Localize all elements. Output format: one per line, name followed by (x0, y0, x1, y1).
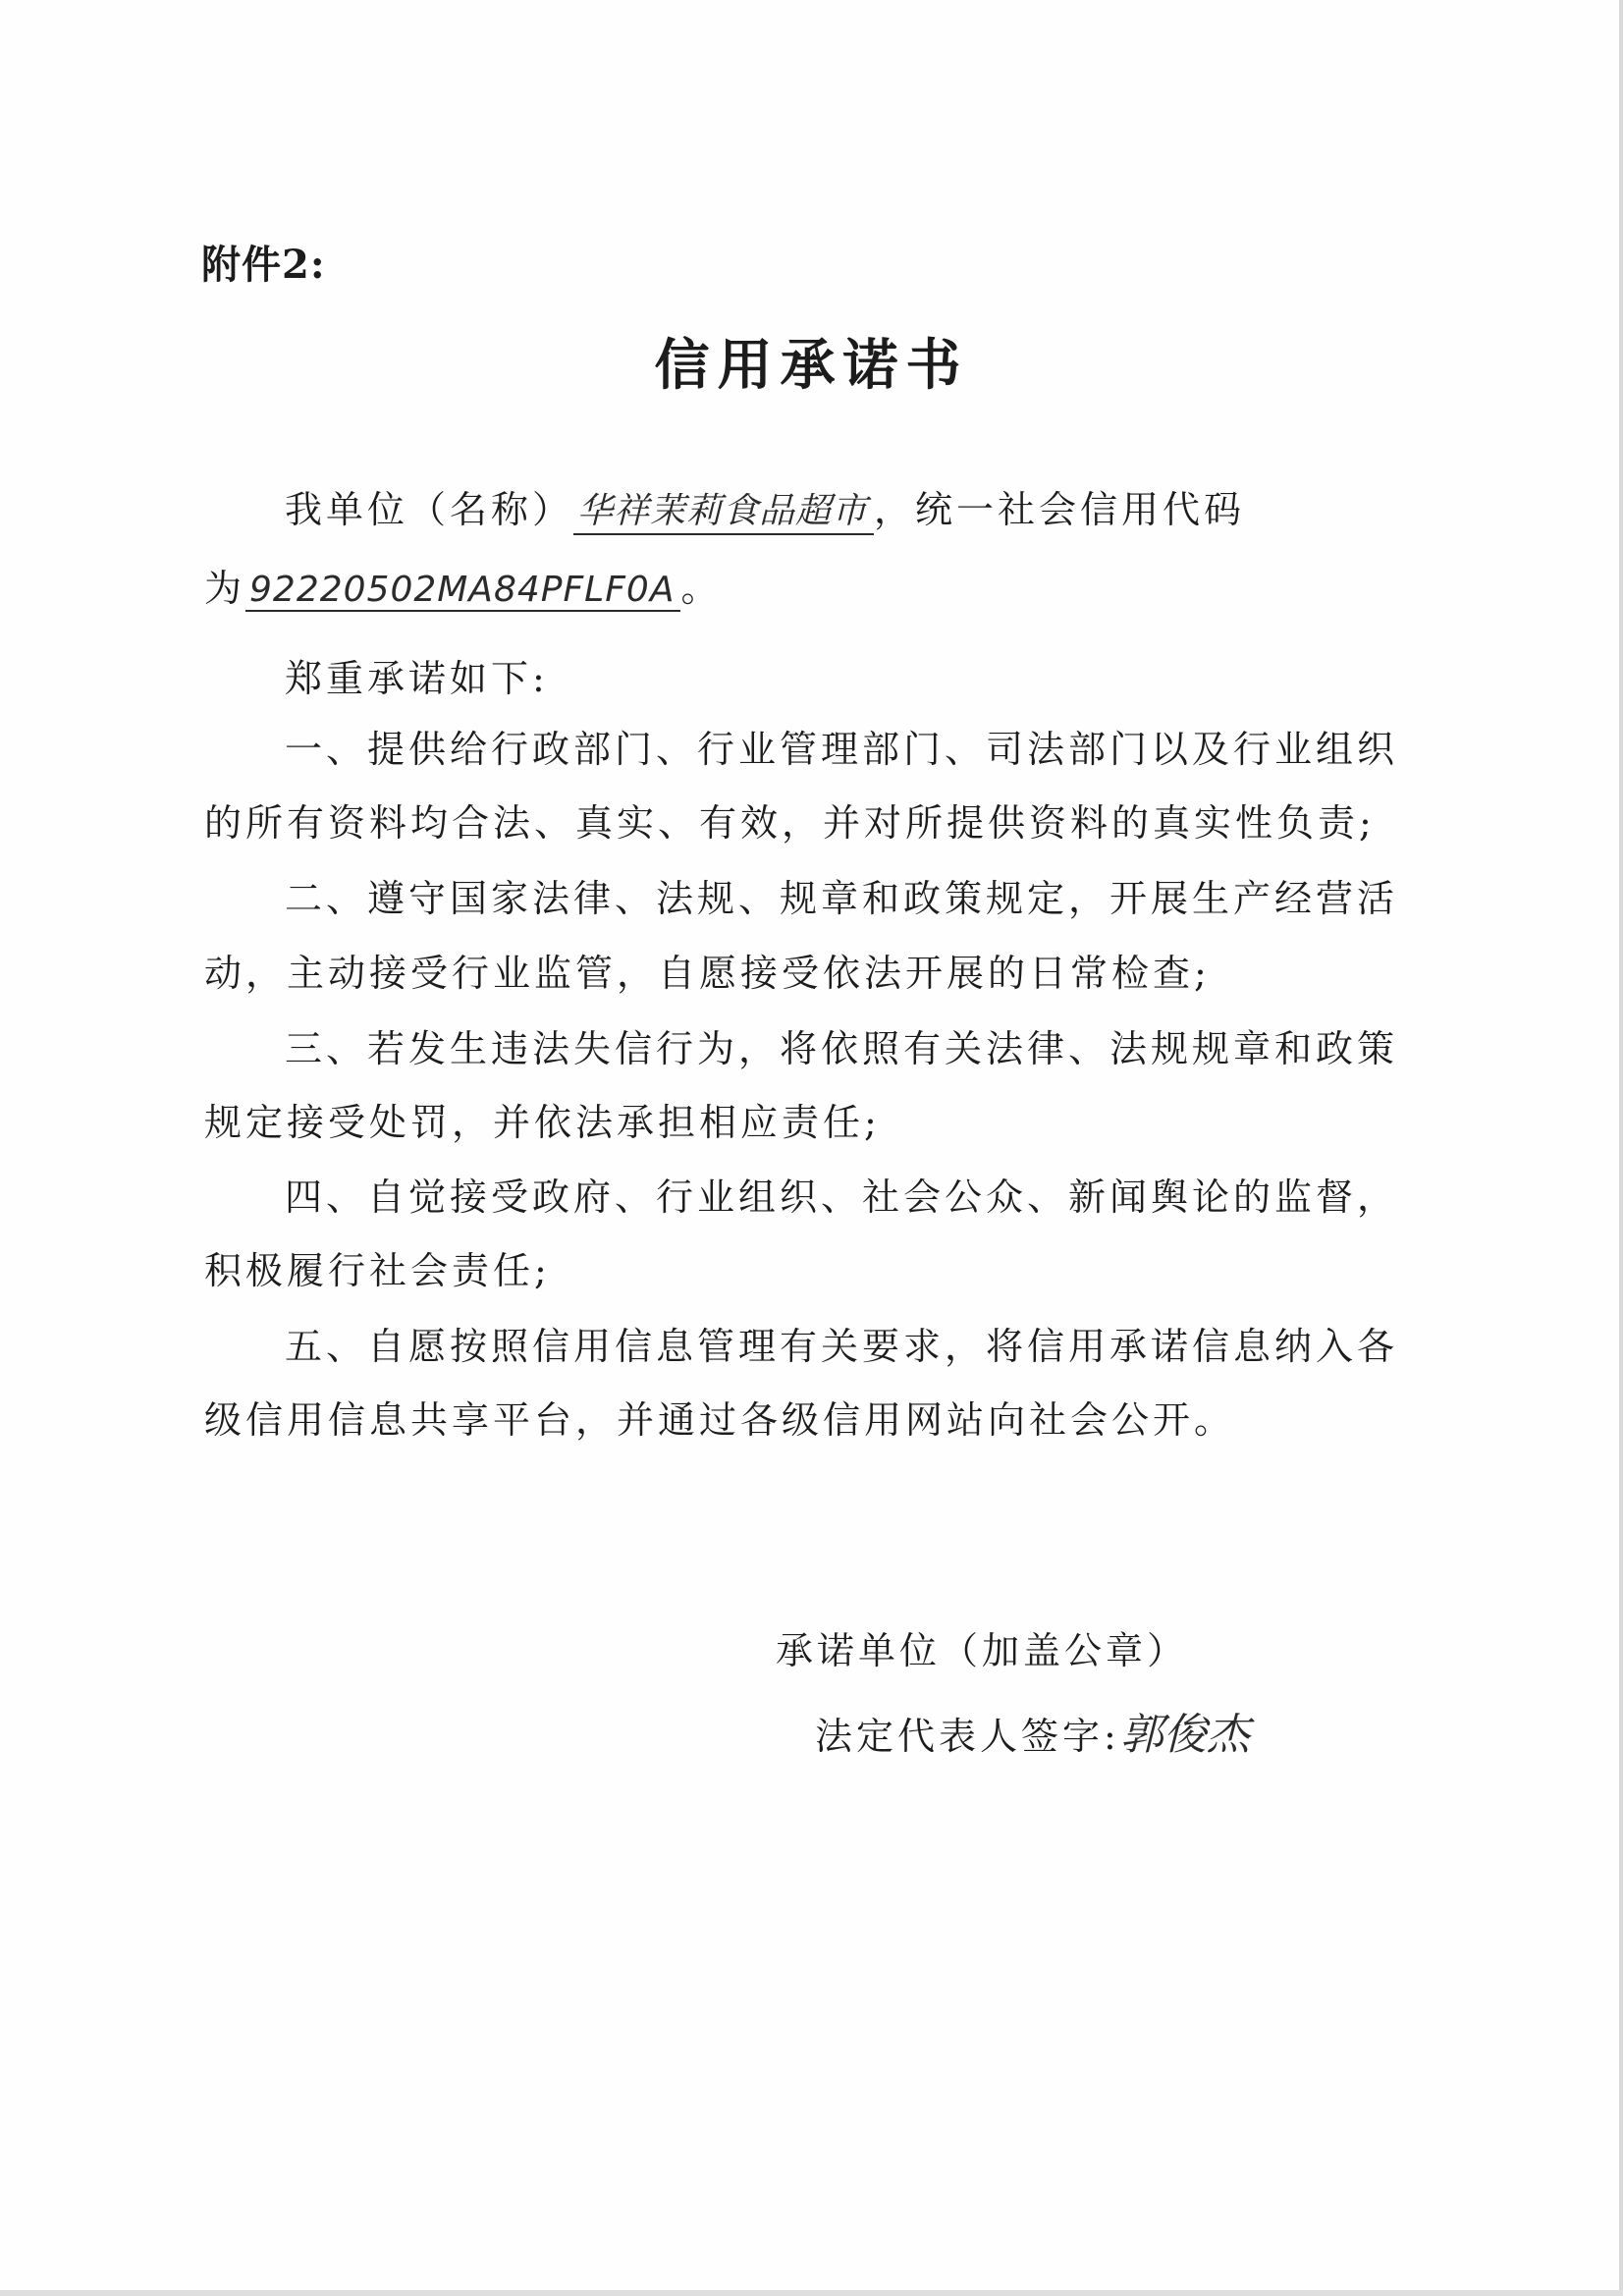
pledge-4-line-1: 四、自觉接受政府、行业组织、社会公众、新闻舆论的监督， (285, 1175, 1399, 1219)
legal-rep-label: 法定代表人签字: (815, 1715, 1120, 1758)
company-name-handwritten: 华祥茉莉食品超市 (573, 483, 874, 535)
pledge-3-line-2: 规定接受处罚，并依法承担相应责任; (204, 1101, 881, 1144)
pledge-1-line-1: 一、提供给行政部门、行业管理部门、司法部门以及行业组织 (285, 728, 1399, 771)
pledging-unit-label: 承诺单位（加盖公章） (776, 1629, 1189, 1672)
pledge-3-line-1: 三、若发生违法失信行为，将依照有关法律、法规规章和政策 (285, 1027, 1399, 1070)
document-title: 信用承诺书 (654, 333, 969, 398)
intro-line-1 (285, 479, 1245, 535)
intro-prefix: 我单位（名称） (285, 488, 574, 531)
intro-code-prefix: 为 (204, 567, 246, 610)
pledge-intro: 郑重承诺如下: (285, 657, 549, 700)
attachment-label: 附件2: (201, 242, 326, 288)
credit-code-handwritten: 92220502MA84PFLF0A (245, 570, 680, 612)
intro-line-2 (204, 558, 722, 612)
intro-code-suffix: ，统一社会信用代码 (874, 488, 1246, 531)
legal-rep-signature: 郭俊杰 (1119, 1710, 1250, 1760)
pledge-5-line-2: 级信用信息共享平台，并通过各级信用网站向社会公开。 (204, 1398, 1236, 1442)
intro-end: 。 (680, 567, 723, 610)
pledge-2-line-2: 动，主动接受行业监管，自愿接受依法开展的日常检查; (204, 952, 1211, 995)
pledge-4-line-2: 积极履行社会责任; (204, 1249, 551, 1292)
pledge-2-line-1: 二、遵守国家法律、法规、规章和政策规定，开展生产经营活 (285, 877, 1399, 920)
legal-rep-signature-line (815, 1699, 1250, 1762)
pledge-1-line-2: 的所有资料均合法、真实、有效，并对所提供资料的真实性负责; (204, 801, 1376, 845)
pledge-5-line-1: 五、自愿按照信用信息管理有关要求，将信用承诺信息纳入各 (285, 1325, 1399, 1368)
scan-edge-bottom (0, 2290, 1623, 2296)
